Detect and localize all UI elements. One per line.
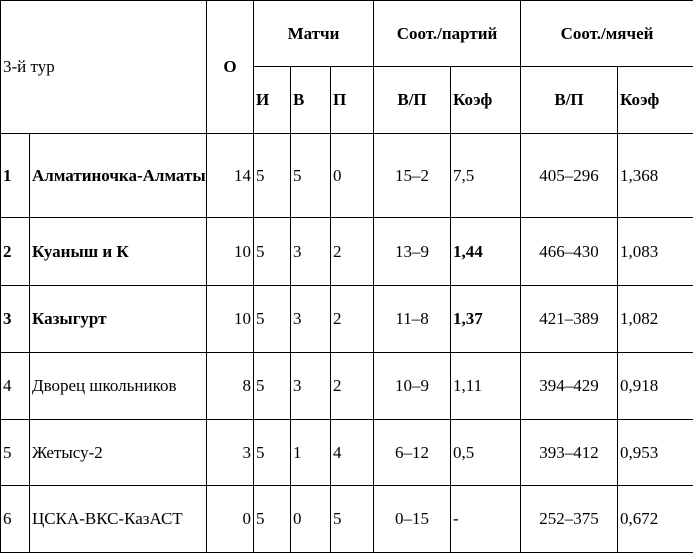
sets-coef-cell: - — [451, 486, 521, 553]
points-cell: 10 — [207, 286, 254, 353]
rank-cell: 4 — [1, 353, 30, 420]
header-balls-wl: В/П — [521, 67, 618, 134]
balls-cell: 405–296 — [521, 134, 618, 218]
rank-cell: 6 — [1, 486, 30, 553]
played-cell: 5 — [254, 134, 291, 218]
rank-cell: 3 — [1, 286, 30, 353]
sets-coef-cell: 1,44 — [451, 218, 521, 286]
sets-cell: 10–9 — [374, 353, 451, 420]
header-balls-coef: Коэф — [618, 67, 693, 134]
team-cell: Жетысу-2 — [30, 420, 207, 486]
balls-cell: 393–412 — [521, 420, 618, 486]
team-cell: Дворец школьников — [30, 353, 207, 420]
sets-coef-cell: 7,5 — [451, 134, 521, 218]
sets-cell: 11–8 — [374, 286, 451, 353]
sets-cell: 0–15 — [374, 486, 451, 553]
team-cell: ЦСКА-ВКС-КазАСТ — [30, 486, 207, 553]
header-matches: Матчи — [254, 1, 374, 67]
balls-cell: 394–429 — [521, 353, 618, 420]
rank-cell: 5 — [1, 420, 30, 486]
played-cell: 5 — [254, 420, 291, 486]
lost-cell: 4 — [331, 420, 374, 486]
header-sets-coef: Коэф — [451, 67, 521, 134]
points-cell: 14 — [207, 134, 254, 218]
balls-coef-cell: 0,953 — [618, 420, 693, 486]
rank-cell: 2 — [1, 218, 30, 286]
won-cell: 0 — [291, 486, 331, 553]
table-row — [1, 420, 693, 486]
balls-cell: 466–430 — [521, 218, 618, 286]
lost-cell: 2 — [331, 218, 374, 286]
won-cell: 1 — [291, 420, 331, 486]
header-lost: П — [331, 67, 374, 134]
team-cell: Куаныш и К — [30, 218, 207, 286]
header-sets-ratio: Соот./партий — [374, 1, 521, 67]
won-cell: 3 — [291, 286, 331, 353]
header-round: 3-й тур — [1, 1, 207, 134]
lost-cell: 2 — [331, 353, 374, 420]
balls-cell: 252–375 — [521, 486, 618, 553]
won-cell: 3 — [291, 218, 331, 286]
sets-cell: 15–2 — [374, 134, 451, 218]
header-sets-wl: В/П — [374, 67, 451, 134]
balls-coef-cell: 0,918 — [618, 353, 693, 420]
table-row — [1, 486, 693, 553]
played-cell: 5 — [254, 353, 291, 420]
lost-cell: 2 — [331, 286, 374, 353]
played-cell: 5 — [254, 486, 291, 553]
balls-coef-cell: 0,672 — [618, 486, 693, 553]
sets-coef-cell: 1,11 — [451, 353, 521, 420]
sets-cell: 13–9 — [374, 218, 451, 286]
team-cell: Казыгурт — [30, 286, 207, 353]
points-cell: 10 — [207, 218, 254, 286]
rank-cell: 1 — [1, 134, 30, 218]
balls-cell: 421–389 — [521, 286, 618, 353]
table-row — [1, 218, 693, 286]
sets-coef-cell: 0,5 — [451, 420, 521, 486]
sets-coef-cell: 1,37 — [451, 286, 521, 353]
played-cell: 5 — [254, 218, 291, 286]
balls-coef-cell: 1,082 — [618, 286, 693, 353]
header-points: О — [207, 1, 254, 134]
points-cell: 0 — [207, 486, 254, 553]
team-cell: Алматиночка-Алматы — [30, 134, 207, 218]
header-row-top — [1, 1, 693, 67]
points-cell: 8 — [207, 353, 254, 420]
table-row — [1, 134, 693, 218]
sets-cell: 6–12 — [374, 420, 451, 486]
lost-cell: 0 — [331, 134, 374, 218]
header-played: И — [254, 67, 291, 134]
table-row — [1, 286, 693, 353]
won-cell: 5 — [291, 134, 331, 218]
played-cell: 5 — [254, 286, 291, 353]
balls-coef-cell: 1,083 — [618, 218, 693, 286]
balls-coef-cell: 1,368 — [618, 134, 693, 218]
header-won: В — [291, 67, 331, 134]
won-cell: 3 — [291, 353, 331, 420]
points-cell: 3 — [207, 420, 254, 486]
header-balls-ratio: Соот./мячей — [521, 1, 693, 67]
table-row — [1, 353, 693, 420]
lost-cell: 5 — [331, 486, 374, 553]
